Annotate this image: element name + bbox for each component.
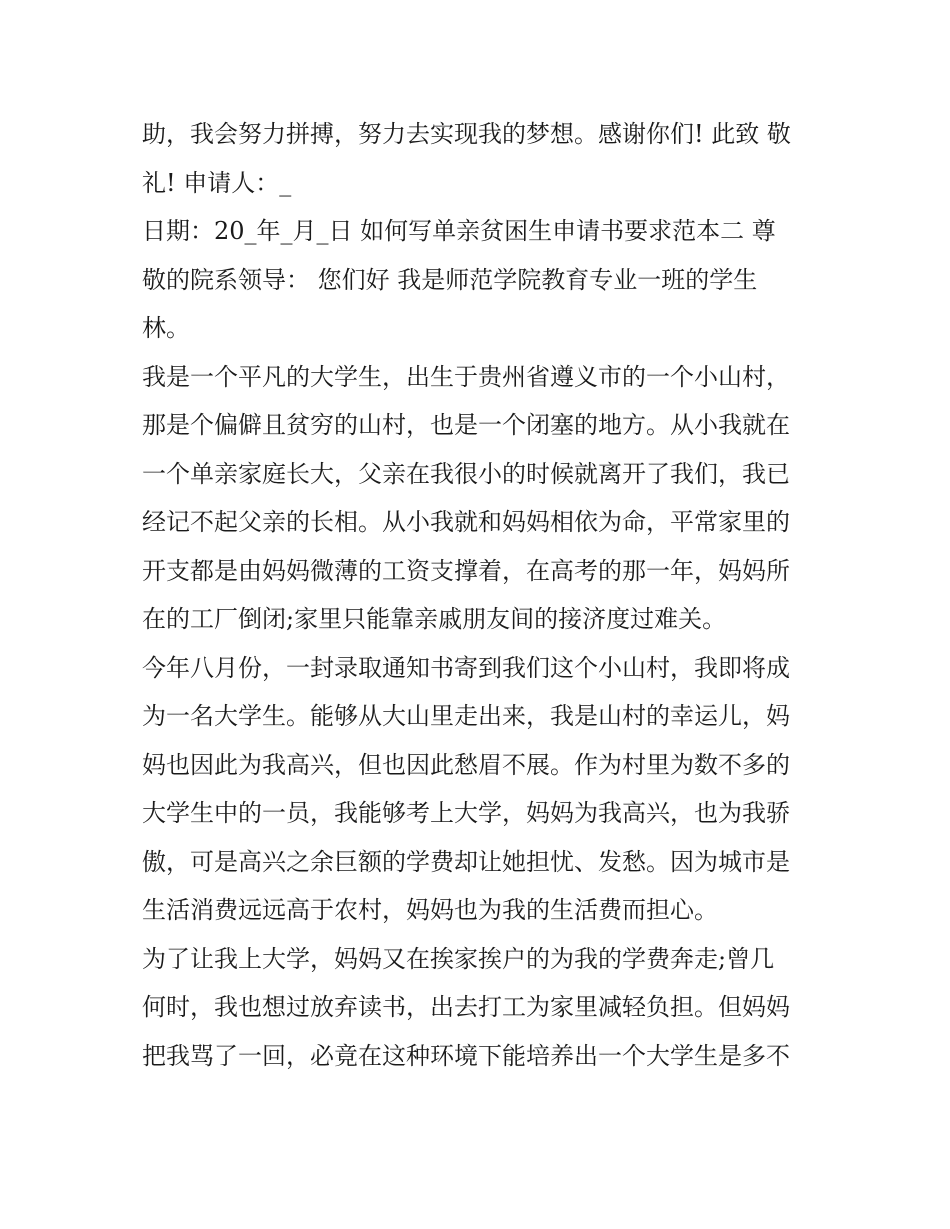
text-line: 礼! 申请人：_ (142, 168, 292, 197)
text-line: 为了让我上大学，妈妈又在挨家挨户的为我的学费奔走;曾几 (142, 944, 775, 973)
text-line: 林。 (142, 314, 190, 342)
text-line: 开支都是由妈妈微薄的工资支撑着，在高考的那一年，妈妈所 (142, 556, 790, 585)
text-line: 敬的院系领导： 您们好 我是师范学院教育专业一班的学生 (142, 265, 758, 294)
text-line: 在的工厂倒闭;家里只能靠亲戚朋友间的接济度过难关。 (142, 605, 727, 633)
text-line: 妈也因此为我高兴，但也因此愁眉不展。作为村里为数不多的 (142, 750, 790, 779)
text-line: 助，我会努力拼搏，努力去实现我的梦想。感谢你们! 此致 敬 (142, 120, 791, 148)
text-line: 傲，可是高兴之余巨额的学费却让她担忧、发愁。因为城市是 (142, 847, 790, 876)
text-line: 生活消费远远高于农村，妈妈也为我的生活费而担心。 (142, 896, 718, 924)
text-line: 日期：20_年_月_日 如何写单亲贫困生申请书要求范本二 尊 (142, 217, 776, 245)
document-body (142, 110, 814, 1080)
text-line: 为一名大学生。能够从大山里走出来，我是山村的幸运儿，妈 (142, 702, 790, 730)
text-line: 经记不起父亲的长相。从小我就和妈妈相依为命，平常家里的 (142, 508, 790, 536)
text-line: 大学生中的一员，我能够考上大学，妈妈为我高兴，也为我骄 (142, 799, 790, 827)
text-line: 把我骂了一回，必竟在这种环境下能培养出一个大学生是多不 (142, 1041, 790, 1070)
text-line: 我是一个平凡的大学生，出生于贵州省遵义市的一个小山村， (142, 362, 790, 391)
text-line: 今年八月份，一封录取通知书寄到我们这个小山村，我即将成 (142, 653, 790, 682)
text-line: 一个单亲家庭长大，父亲在我很小的时候就离开了我们，我已 (142, 459, 790, 488)
text-line: 那是个偏僻且贫穷的山村，也是一个闭塞的地方。从小我就在 (142, 411, 790, 439)
text-line: 何时，我也想过放弃读书，出去打工为家里减轻负担。但妈妈 (142, 993, 790, 1021)
